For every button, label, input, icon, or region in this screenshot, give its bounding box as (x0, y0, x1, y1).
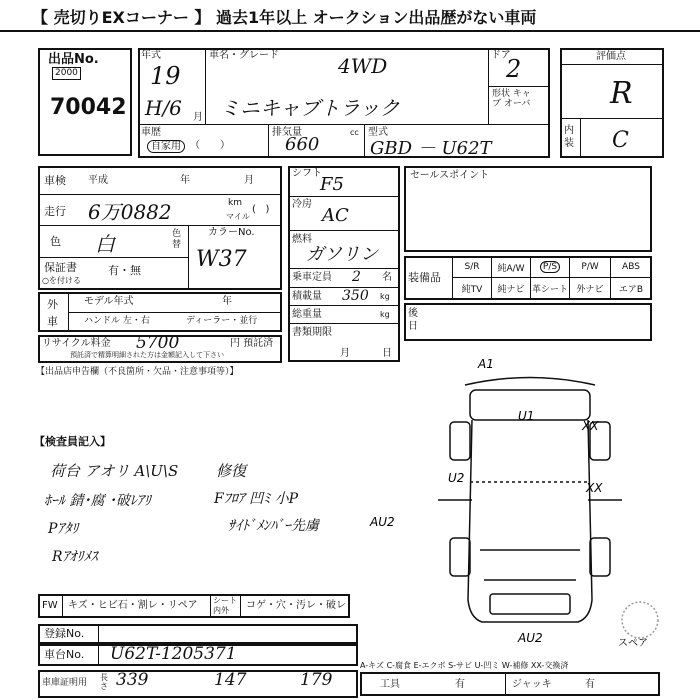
fw-seat-sub: 内外 (213, 606, 229, 615)
lot-number: 70042 (50, 95, 127, 120)
mileage-label: 走行 (44, 205, 66, 218)
chassis-label: 車台No. (44, 648, 85, 661)
recycle-box (38, 335, 282, 363)
interior-value: C (612, 128, 629, 153)
equip-sr: S/R (452, 256, 492, 278)
diagram-mark-1: A1 (478, 357, 494, 371)
inspector-note-1: 荷台 アオリ A\U\S (50, 462, 179, 480)
rating-value: R (610, 76, 633, 111)
equip-navi: 純ナビ (491, 277, 531, 300)
usage-label: 車歴 (141, 127, 161, 138)
ac-label: 冷房 (292, 199, 312, 210)
header-title: 【 売切りEXコーナー 】 過去1年以上 オークション出品歴がない車両 (32, 8, 537, 27)
certificate-length-label: 長さ (100, 673, 108, 691)
inspector-right-2: Fﾌﾛｱ 凹ﾐ 小P (214, 491, 299, 507)
docs-month: 月 (340, 348, 350, 359)
certificate-height: 179 (300, 670, 333, 690)
equip-abs: ABS (610, 256, 652, 278)
inspector-right-3: ｻｲﾄﾞﾒﾝﾊﾞｰ先虜 (228, 518, 319, 534)
warranty-options: 有・無 (108, 264, 141, 277)
interior-label: 内装 (564, 125, 574, 149)
usage-paren: （ ） (190, 140, 230, 151)
certificate-length: 339 (116, 670, 149, 690)
diagram-mark-2: U1 (518, 409, 535, 423)
fuel-label: 燃料 (292, 234, 312, 245)
gross-label: 総重量 (292, 309, 322, 320)
usage-value: 自家用 (147, 140, 185, 153)
warranty-label: 保証書 (44, 261, 77, 274)
registration-row (38, 624, 358, 644)
recycle-note: 預託済で精算明細された方は金額記入して下さい (70, 351, 224, 359)
doors-label: ドア (491, 50, 511, 61)
header-bar (0, 0, 700, 32)
model-label: 型式 (368, 127, 388, 138)
capacity-value: 2 (352, 269, 361, 285)
inspection-era: 平成 (88, 175, 108, 186)
recycle-value: 5700 (136, 333, 180, 353)
rear-box (404, 303, 652, 341)
year-month: H/6 (145, 96, 182, 120)
self-report-label: 【出品店申告欄（不良箇所・欠品・注意事項等）】 (36, 367, 239, 377)
year-month-unit: 月 (193, 112, 203, 123)
fw-seat: シート (213, 596, 237, 605)
jack-label: ジャッキ (512, 679, 552, 690)
warranty-sub: ○を付ける (42, 276, 81, 285)
equipment-label: 装備品 (408, 271, 441, 284)
color-code: W37 (196, 247, 247, 272)
diagram-mark-4: U2 (448, 471, 465, 485)
load-label: 積載量 (292, 291, 322, 302)
diagram-mark-3: XX (582, 419, 599, 433)
fw-label: FW (42, 600, 58, 611)
mileage-unit-km: km (228, 198, 242, 208)
color-label: 色 (50, 235, 61, 248)
recycle-unit: 円 預託済 (230, 338, 274, 349)
doors-value: 2 (506, 55, 522, 83)
rear-label: 後日 (408, 308, 418, 332)
jack-value: 有 (585, 679, 595, 690)
inspection-label: 車検 (44, 174, 66, 187)
tools-row (360, 672, 660, 696)
fw-items2: コゲ・穴・汚レ・破レ (246, 600, 346, 611)
import-model-year-label: モデル年式 (84, 296, 134, 307)
model-value: GBD － U62T (370, 138, 492, 159)
truck-outline (438, 378, 658, 639)
rating-label: 評価点 (596, 51, 626, 62)
equip-leather: 革シート (530, 277, 570, 300)
import-model-year-unit: 年 (222, 296, 232, 307)
lot-sub: 2000 (52, 67, 81, 80)
import-handle: ハンドル 左・右 (84, 316, 150, 326)
capacity-label: 乗車定員 (292, 272, 332, 283)
ac-value: AC (322, 205, 349, 226)
damage-legend: A-キズ C-腐食 E-エクボ S-サビ U-凹ミ W-補修 XX-交換済 (360, 661, 569, 670)
import-dealer: ディーラー・並行 (186, 316, 258, 326)
mileage-value: 6万0882 (88, 200, 172, 224)
vehicle-damage-diagram (370, 350, 700, 650)
import-label: 外車 (47, 298, 58, 328)
lot-label: 出品No. (48, 52, 99, 67)
year-label: 年式 (141, 50, 161, 61)
diagram-mark-5: XX (586, 481, 603, 495)
equip-tv: 純TV (452, 277, 492, 300)
inspection-month: 月 (244, 175, 254, 186)
diagram-mark-7: AU2 (518, 631, 543, 645)
shape-label: 形状 キャブ オーバ (492, 89, 531, 109)
fuel-value: ガソリン (306, 244, 378, 265)
displacement-unit: cc (350, 128, 359, 137)
shift-label: シフト (292, 168, 322, 179)
equip-ps-text: P/S (540, 261, 560, 273)
equip-aw: 純A/W (491, 256, 531, 278)
inspector-note-3: Pｱﾀﾘ (48, 521, 79, 537)
equip-extnavi: 外ナビ (569, 277, 611, 300)
load-value: 350 (342, 288, 369, 304)
inspector-note-2: ﾎｰﾙ 錆･腐 ･破ﾚｱﾘ (44, 493, 151, 509)
inspector-note-4: Rｱｵﾘﾒｽ (52, 549, 98, 565)
sales-point-box (404, 166, 652, 252)
shift-value: F5 (320, 174, 344, 195)
mileage-paren: ( ) (252, 204, 270, 215)
name-label: 車名・グレード (209, 50, 279, 61)
displacement-label: 排気量 (272, 127, 302, 138)
gross-unit: kg (380, 310, 390, 319)
load-unit: kg (380, 292, 390, 301)
certificate-width: 147 (214, 670, 247, 690)
docs-label: 書類期限 (292, 327, 332, 338)
certificate-label: 車庫証明用 (42, 678, 88, 688)
inspection-year: 年 (180, 175, 190, 186)
color-change-label: 色替 (172, 229, 182, 250)
equip-ps (530, 256, 570, 278)
equip-airbag: エアB (610, 277, 652, 300)
chassis-value: U62T-1205371 (110, 644, 237, 664)
tools-label: 工具 (380, 679, 400, 690)
diagram-spare: スペア (618, 638, 648, 649)
color-code-label: カラーNo. (208, 227, 255, 238)
tools-value: 有 (455, 679, 465, 690)
mileage-unit-mile: マイル (226, 212, 250, 221)
equip-pw: P/W (569, 256, 611, 278)
registration-label: 登録No. (44, 627, 85, 640)
year-value: 19 (150, 62, 181, 90)
lot-number-box (38, 48, 132, 156)
capacity-unit: 名 (382, 272, 392, 283)
color-value: 白 (95, 232, 115, 256)
name-grade: 4WD (338, 54, 388, 78)
inspector-right-1: 修復 (216, 462, 247, 480)
sales-point-label: セールスポイント (410, 170, 490, 181)
inspector-label: 【検査員記入】 (34, 435, 111, 448)
name-value: ミニキャブトラック (220, 96, 400, 120)
recycle-label: リサイクル料金 (42, 338, 111, 349)
fw-items: キズ・ヒビ石・割レ・リペア (68, 600, 198, 611)
docs-day: 日 (382, 348, 392, 359)
displacement-value: 660 (285, 134, 320, 155)
diagram-mark-6: AU2 (370, 515, 395, 529)
